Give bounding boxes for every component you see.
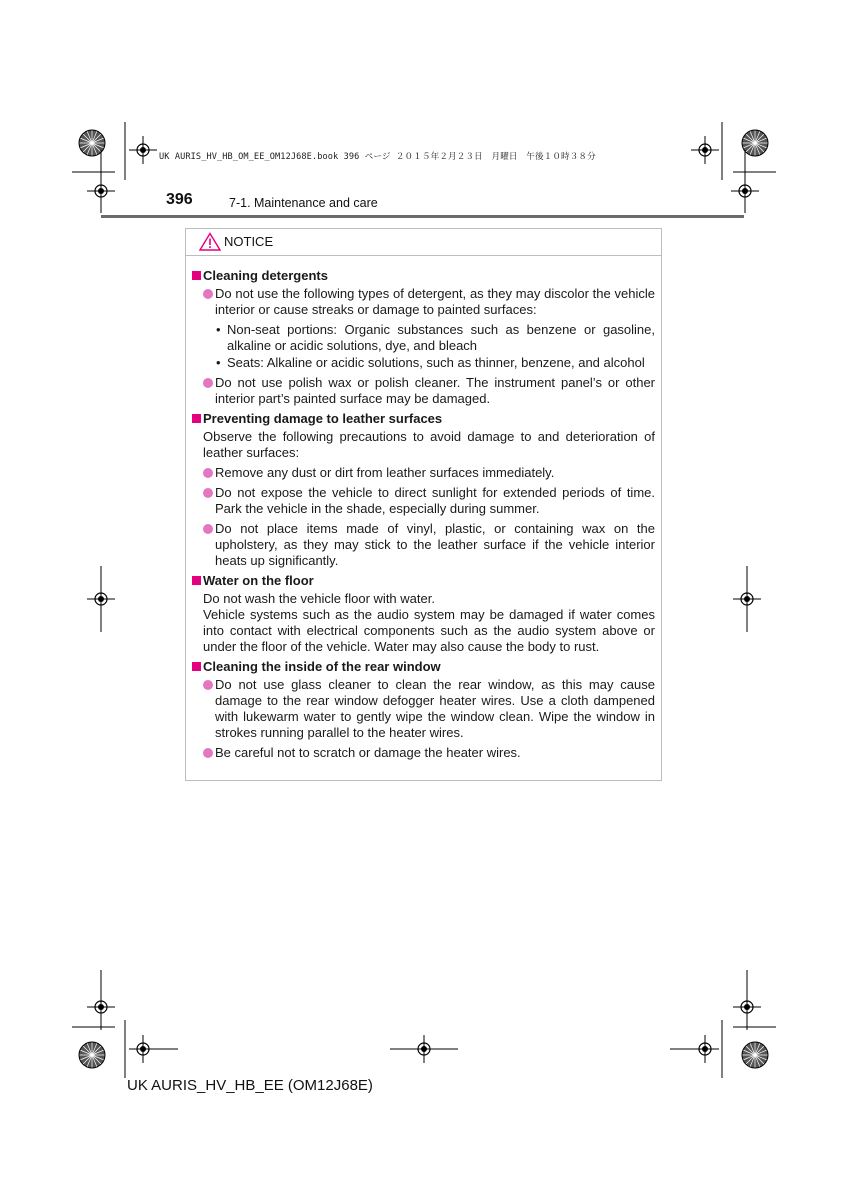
print-metadata-line: UK AURIS_HV_HB_OM_EE_OM12J68E.book 396 ページ ２０１５年２月２３日 月曜日 午後１０時３８分 xyxy=(159,152,596,162)
dot-bullet-icon xyxy=(203,289,213,299)
section-heading xyxy=(190,411,659,427)
bullet-text: Do not use glass cleaner to clean the rear window, as this may cause damage to the rear window defogger heater wires. Use a cloth dampened with lukewarm water to gently wipe the window clean. Wipe the window in strokes running parallel to the heater wires. xyxy=(215,677,655,740)
square-bullet-icon xyxy=(192,662,201,671)
bullet-text: Remove any dust or dirt from leather surfaces immediately. xyxy=(215,465,555,480)
bullet-text: Be careful not to scratch or damage the heater wires. xyxy=(215,745,521,760)
heading-text: Cleaning detergents xyxy=(203,268,328,283)
dot-bullet-icon xyxy=(203,468,213,478)
warning-triangle-icon xyxy=(199,232,221,251)
heading-text: Water on the floor xyxy=(203,573,314,588)
notice-header xyxy=(186,229,661,256)
notice-title: NOTICE xyxy=(224,234,274,249)
dot-bullet-icon xyxy=(203,524,213,534)
bullet-text: Do not place items made of vinyl, plastic, or containing wax on the upholstery, as they may stick to the leather surface if the vehicle interior heats up significantly. xyxy=(215,521,655,568)
bullet-text: Do not use polish wax or polish cleaner. The instrument panel’s or other interior part’s painted surface may be damaged. xyxy=(215,375,655,406)
list-item xyxy=(190,745,659,761)
dot-bullet-icon xyxy=(203,488,213,498)
dot-bullet-icon xyxy=(203,378,213,388)
square-bullet-icon xyxy=(192,414,201,423)
list-item xyxy=(190,375,659,407)
notice-box xyxy=(185,228,662,781)
bullet-text: Do not expose the vehicle to direct sunlight for extended periods of time. Park the vehicle in the shade, especially during summer. xyxy=(215,485,655,516)
section-heading xyxy=(190,573,659,589)
sub-list-item xyxy=(190,322,659,354)
paragraph: Observe the following precautions to avoid damage to and deterioration of leather surfaces: xyxy=(203,429,655,460)
small-bullet-icon: • xyxy=(216,322,221,337)
heading-text: Preventing damage to leather surfaces xyxy=(203,411,443,426)
section-heading xyxy=(190,659,659,675)
list-item xyxy=(190,465,659,481)
dot-bullet-icon xyxy=(203,748,213,758)
square-bullet-icon xyxy=(192,271,201,280)
heading-text: Cleaning the inside of the rear window xyxy=(203,659,441,674)
bullet-text: Do not use the following types of detergent, as they may discolor the vehicle interior or cause streaks or damage to painted surfaces: xyxy=(215,286,655,317)
list-item xyxy=(190,677,659,741)
list-item xyxy=(190,286,659,318)
square-bullet-icon xyxy=(192,576,201,585)
list-item xyxy=(190,485,659,517)
section-title: 7-1. Maintenance and care xyxy=(229,196,378,210)
sub-text: Seats: Alkaline or acidic solutions, such as thinner, benzene, and alcohol xyxy=(227,355,645,370)
footer-document-code: UK AURIS_HV_HB_EE (OM12J68E) xyxy=(127,1077,373,1094)
notice-content xyxy=(190,265,659,765)
dot-bullet-icon xyxy=(203,680,213,690)
paragraph: Vehicle systems such as the audio system may be damaged if water comes into contact with electrical components such as the audio system above or under the floor of the vehicle. Water may also cause the body to rust. xyxy=(203,607,655,654)
sub-list-item xyxy=(190,355,659,371)
sub-text: Non-seat portions: Organic substances such as benzene or gasoline, alkaline or acidic solutions, dye, and bleach xyxy=(227,322,655,353)
paragraph: Do not wash the vehicle floor with water. xyxy=(203,591,435,606)
header-rule xyxy=(101,215,744,218)
list-item xyxy=(190,521,659,569)
page-number: 396 xyxy=(166,191,193,208)
small-bullet-icon: • xyxy=(216,355,221,370)
section-heading xyxy=(190,268,659,284)
